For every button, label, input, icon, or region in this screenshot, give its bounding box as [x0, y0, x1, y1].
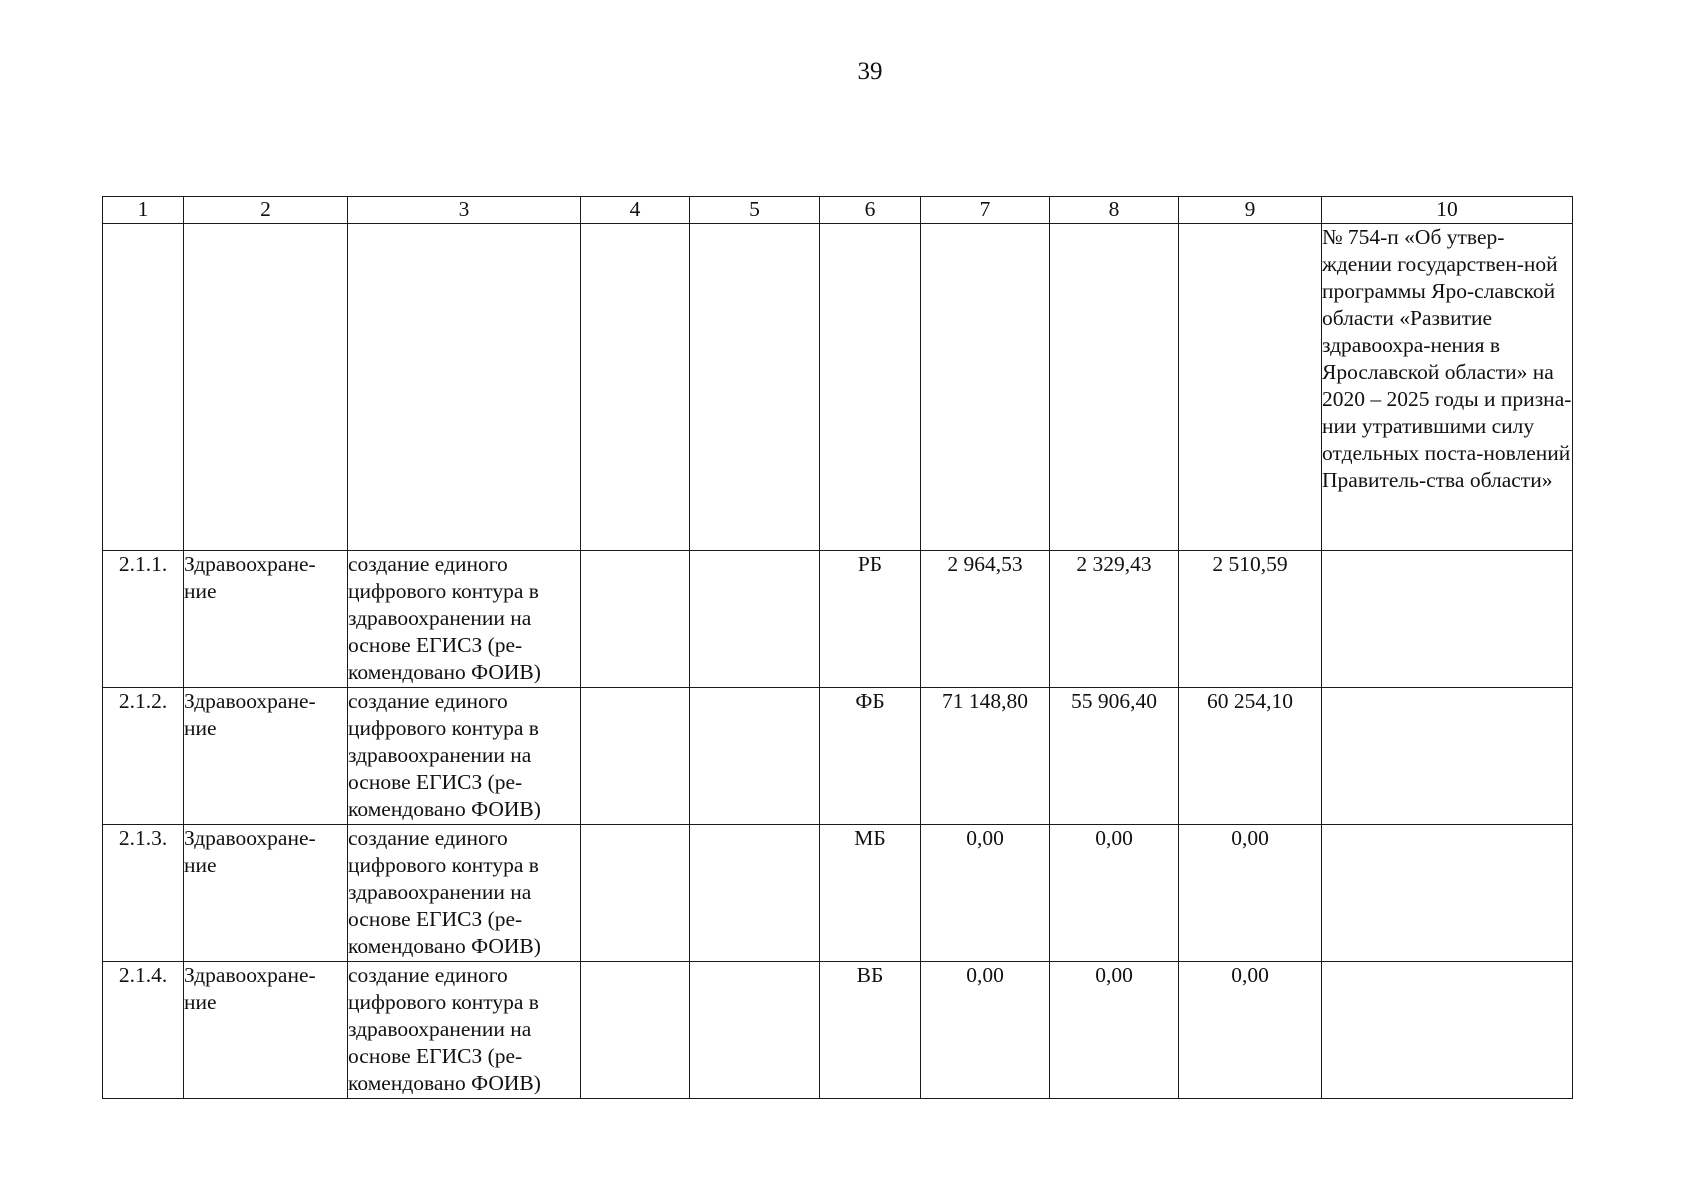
page-number: 39 [857, 58, 883, 85]
empty-cell [690, 224, 820, 551]
empty-cell [921, 224, 1050, 551]
value-col9-cell: 0,00 [1179, 962, 1322, 1099]
column-4-cell [581, 962, 690, 1099]
column-header-8: 8 [1050, 197, 1179, 224]
empty-cell [581, 224, 690, 551]
value-col7-cell: 71 148,80 [921, 688, 1050, 825]
empty-cell [348, 224, 581, 551]
row-number-cell: 2.1.3. [103, 825, 184, 962]
funding-source-cell: ВБ [820, 962, 921, 1099]
table-row-continuation [103, 224, 1573, 551]
table-row [103, 551, 1573, 688]
row-number-cell: 2.1.2. [103, 688, 184, 825]
empty-cell [820, 224, 921, 551]
value-col7-cell: 0,00 [921, 825, 1050, 962]
column-10-cell [1322, 688, 1573, 825]
value-col8-cell: 0,00 [1050, 825, 1179, 962]
table-row [103, 825, 1573, 962]
funding-source-cell: РБ [820, 551, 921, 688]
column-10-cell [1322, 825, 1573, 962]
column-header-7: 7 [921, 197, 1050, 224]
description-cell: создание единого цифрового контура в здравоохранении на основе ЕГИСЗ (ре-комендовано ФОИВ) [348, 962, 581, 1099]
column-header-6: 6 [820, 197, 921, 224]
funding-source-cell: МБ [820, 825, 921, 962]
value-col7-cell: 0,00 [921, 962, 1050, 1099]
column-4-cell [581, 688, 690, 825]
column-5-cell [690, 688, 820, 825]
column-header-4: 4 [581, 197, 690, 224]
value-col8-cell: 55 906,40 [1050, 688, 1179, 825]
column-5-cell [690, 962, 820, 1099]
column-header-1: 1 [103, 197, 184, 224]
value-col9-cell: 2 510,59 [1179, 551, 1322, 688]
column-header-2: 2 [184, 197, 348, 224]
table-row [103, 962, 1573, 1099]
column-header-9: 9 [1179, 197, 1322, 224]
sector-cell: Здравоохране-ние [184, 825, 348, 962]
empty-cell [103, 224, 184, 551]
column-4-cell [581, 551, 690, 688]
sector-cell: Здравоохране-ние [184, 688, 348, 825]
description-cell: создание единого цифрового контура в здравоохранении на основе ЕГИСЗ (ре-комендовано ФОИВ) [348, 551, 581, 688]
header-row [103, 197, 1573, 224]
column-4-cell [581, 825, 690, 962]
empty-cell [1179, 224, 1322, 551]
value-col8-cell: 2 329,43 [1050, 551, 1179, 688]
description-cell: создание единого цифрового контура в здравоохранении на основе ЕГИСЗ (ре-комендовано ФОИВ) [348, 688, 581, 825]
legal-act-reference-cell: № 754-п «Об утвер-ждении государствен-ной программы Яро-славской области «Развитие здравоохра-нения в Ярославской области» на 2020 – 2025 годы и призна-нии утратившими силу отдельных поста-новлений Правитель-ства области» [1322, 224, 1573, 551]
value-col8-cell: 0,00 [1050, 962, 1179, 1099]
value-col9-cell: 0,00 [1179, 825, 1322, 962]
sector-cell: Здравоохране-ние [184, 551, 348, 688]
table-row [103, 688, 1573, 825]
column-10-cell [1322, 551, 1573, 688]
empty-cell [1050, 224, 1179, 551]
row-number-cell: 2.1.4. [103, 962, 184, 1099]
funding-source-cell: ФБ [820, 688, 921, 825]
empty-cell [184, 224, 348, 551]
value-col7-cell: 2 964,53 [921, 551, 1050, 688]
column-header-10: 10 [1322, 197, 1573, 224]
value-col9-cell: 60 254,10 [1179, 688, 1322, 825]
column-header-5: 5 [690, 197, 820, 224]
sector-cell: Здравоохране-ние [184, 962, 348, 1099]
column-5-cell [690, 825, 820, 962]
column-10-cell [1322, 962, 1573, 1099]
column-header-3: 3 [348, 197, 581, 224]
description-cell: создание единого цифрового контура в здравоохранении на основе ЕГИСЗ (ре-комендовано ФОИВ) [348, 825, 581, 962]
column-5-cell [690, 551, 820, 688]
budget-table [102, 196, 1573, 1099]
row-number-cell: 2.1.1. [103, 551, 184, 688]
